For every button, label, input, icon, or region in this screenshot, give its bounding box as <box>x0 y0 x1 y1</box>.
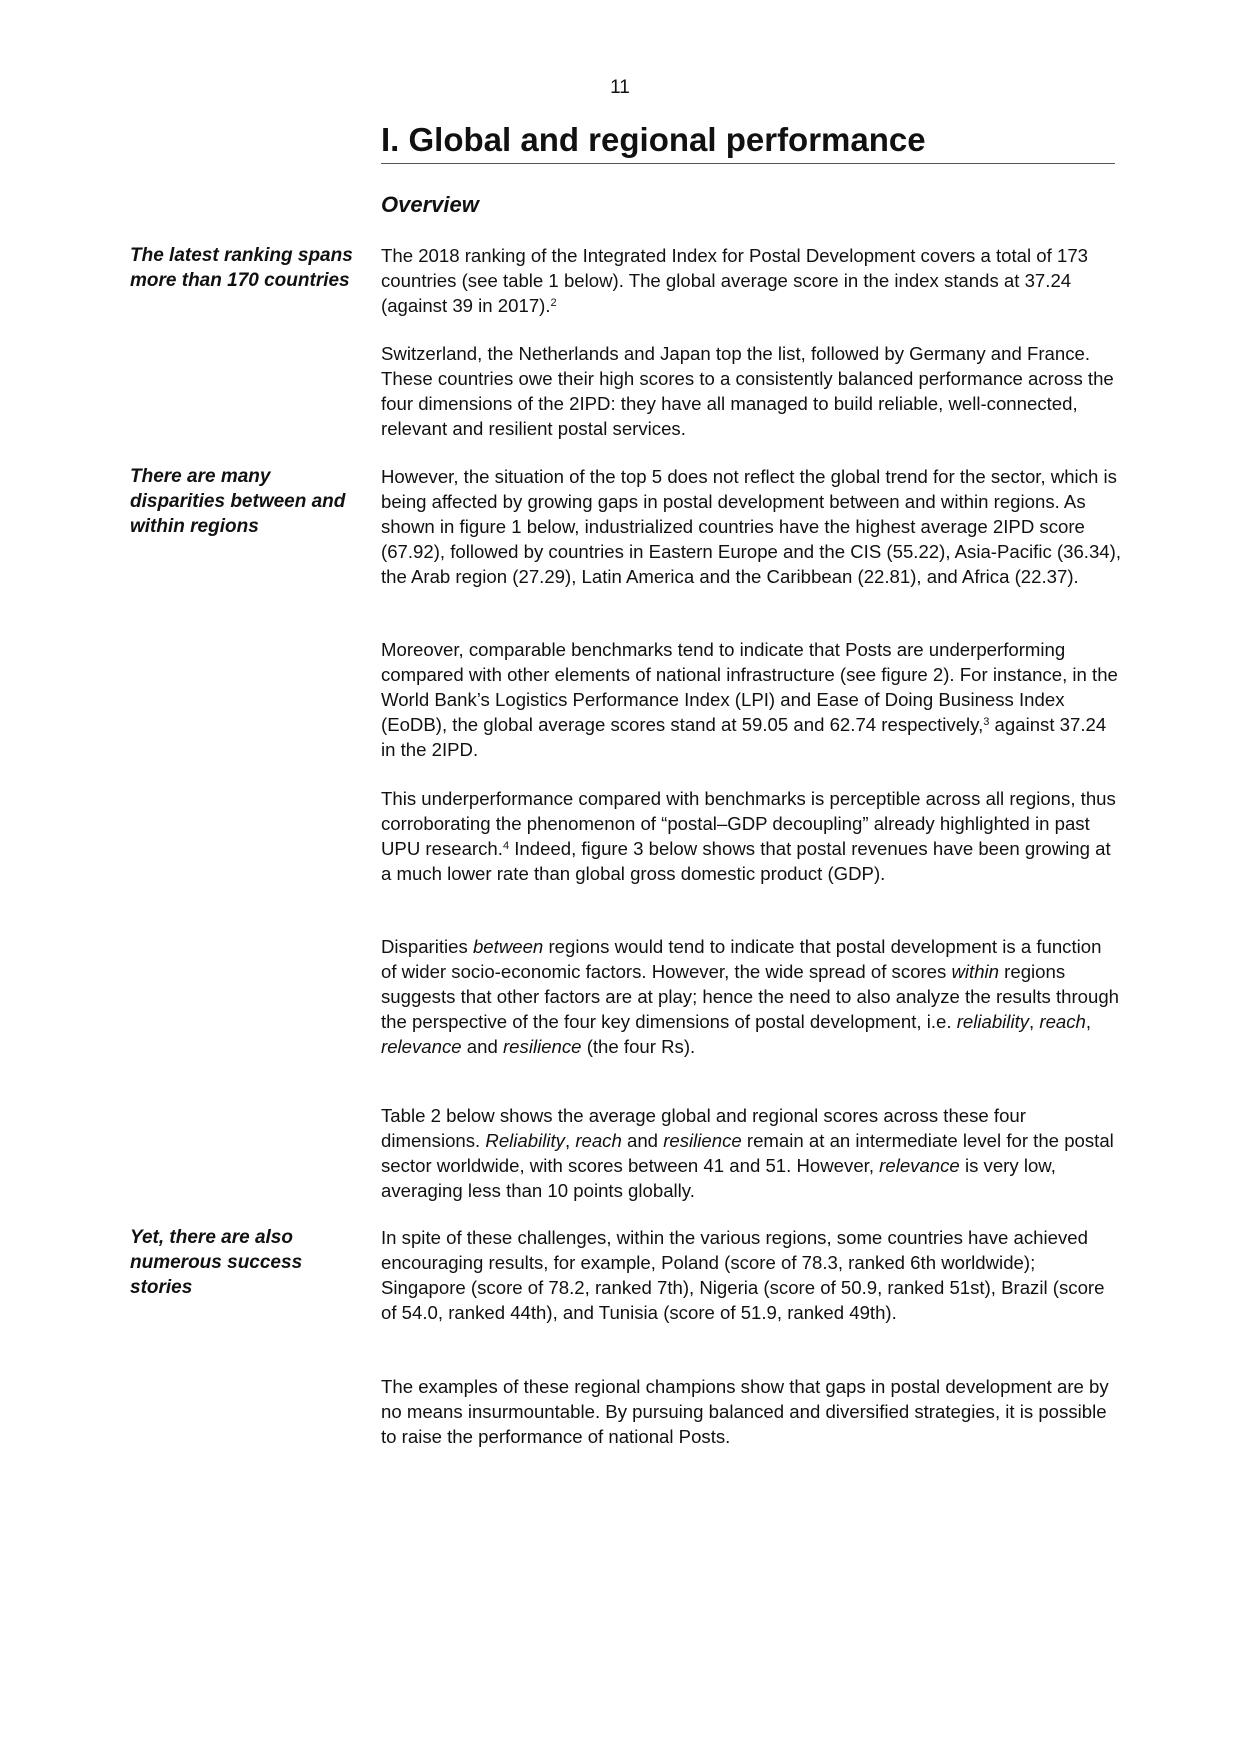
emphasis: Reliability <box>485 1130 565 1151</box>
sidenote-success: Yet, there are also numerous success stories <box>130 1227 303 1298</box>
emphasis: resilience <box>502 1036 582 1057</box>
text-run: Table 2 below shows the average global and regional scores across these four dimensions. <box>381 1105 1026 1151</box>
paragraph-top-countries: Switzerland, the Netherlands and Japan top the list, followed by Germany and France. These countries owe their high scores to a consistently balanced performance across the four dimensions of the 2IPD: they have all managed to build reliable, well-connected, relevant and resilient postal services. <box>381 343 1114 439</box>
text-run: , <box>564 1130 576 1151</box>
emphasis: reach <box>1039 1011 1086 1032</box>
paragraph-success-stories: In spite of these challenges, within the various regions, some countries have achieved encouraging results, for example, Poland (score of 78.3, ranked 6th worldwide); Singapore (score of 78.2, ranked 7th), Nigeria (score of 50.9, ranked 51st), Brazil (score of 54.0, ranked 44th), and Tunisia (score of 51.9, ranked 49th). <box>381 1227 1105 1323</box>
paragraph-regional-gaps: However, the situation of the top 5 does not reflect the global trend for the sector, which is being affected by growing gaps in postal development between and within regions. As shown in figure 1 below, industrialized countries have the highest average 2IPD score (67.92), followed by countries in Eastern Europe and the CIS (55.22), Asia-Pacific (36.34), the Arab region (27.29), Latin America and the Caribbean (22.81), and Africa (22.37). <box>381 466 1122 587</box>
emphasis: relevance <box>381 1036 462 1057</box>
text-run: , <box>1029 1011 1040 1032</box>
emphasis: relevance <box>879 1155 960 1176</box>
paragraph-text: The 2018 ranking of the Integrated Index for Postal Development covers a total of 173 countries (see table 1 below). The global average score in the index stands at 37.24 (against 39 in 2017). <box>381 245 1088 316</box>
paragraph-dimensions <box>381 1103 1121 1203</box>
text-run: , <box>1085 1011 1092 1032</box>
emphasis: reach <box>575 1130 622 1151</box>
paragraph-text: Moreover, comparable benchmarks tend to indicate that Posts are underperforming compared with other elements of national infrastructure (see figure 2). For instance, in the World Bank’s Logistics Performance Index (LPI) and Ease of Doing Business Index (EoDB), the global average scores stand at 59.05 and 62.74 respectively, <box>381 639 1118 735</box>
text-run: Disparities <box>381 936 473 957</box>
sidenote-ranking: The latest ranking spans more than 170 countries <box>130 245 353 291</box>
footnote-marker: 2 <box>550 297 557 309</box>
footnote-marker: 3 <box>983 716 990 728</box>
text-run: regions suggests that other factors are at play; hence the need to also analyze the results through the perspective of the four key dimensions of postal development, i.e. <box>381 961 1120 1032</box>
footnote-marker: 4 <box>502 840 510 852</box>
text-run: (the four Rs). <box>581 1036 696 1057</box>
page-number: 11 <box>610 77 630 98</box>
text-run: regions would tend to indicate that postal development is a function of wider socio-economic factors. However, the wide spread of scores <box>381 936 1102 982</box>
section-subtitle: Overview <box>381 192 479 217</box>
text-run: and <box>461 1036 503 1057</box>
paragraph-regional-champions: The examples of these regional champions show that gaps in postal development are by no means insurmountable. By pursuing balanced and diversified strategies, it is possible to raise the performance of national Posts. <box>381 1376 1109 1447</box>
paragraph-decoupling <box>381 786 1121 886</box>
emphasis: between <box>472 936 544 957</box>
sidenote-disparities: There are many disparities between and within regions <box>130 466 346 537</box>
paragraph-text: Indeed, figure 3 below shows that postal revenues have been growing at a much lower rate than global gross domestic product (GDP). <box>381 838 1111 884</box>
paragraph-ranking-overview <box>381 243 1121 318</box>
text-run: and <box>621 1130 664 1151</box>
paragraph-benchmarks <box>381 637 1121 762</box>
chapter-title: I. Global and regional performance <box>381 121 1115 164</box>
emphasis: within <box>951 961 1000 982</box>
paragraph-text: against 37.24 in the 2IPD. <box>381 714 1107 760</box>
emphasis: reliability <box>956 1011 1030 1032</box>
paragraph-disparities <box>381 934 1121 1059</box>
emphasis: resilience <box>663 1130 742 1151</box>
text-run: remain at an intermediate level for the postal sector worldwide, with scores between 41 and 51. However, <box>381 1130 1114 1176</box>
text-run: is very low, averaging less than 10 points globally. <box>381 1155 1056 1201</box>
paragraph-text: This underperformance compared with benchmarks is perceptible across all regions, thus corroborating the phenomenon of “postal–GDP decoupling” already highlighted in past UPU research. <box>381 788 1116 859</box>
